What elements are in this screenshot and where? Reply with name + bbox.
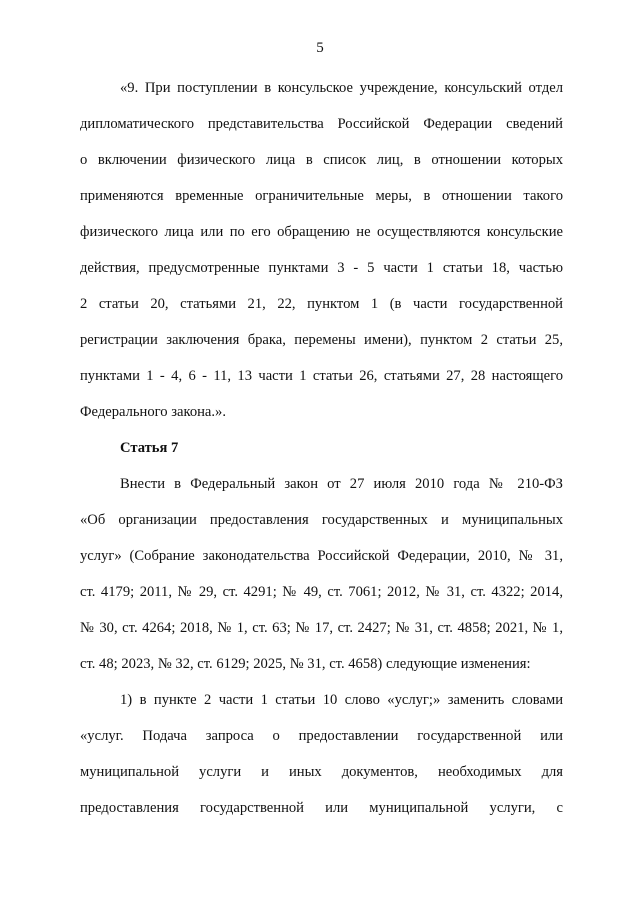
text-line: применяются временные ограничительные меры, в отношении такого [80,188,563,204]
text-line: «Об организации предоставления государственных и муниципальных [80,512,563,528]
text-line: 2 статьи 20, статьями 21, 22, пунктом 1 (в части государственной [80,296,563,312]
article-heading: Статья 7 [120,440,179,456]
document-body [80,70,563,826]
text-line: действия, предусмотренные пунктами 3 - 5 части 1 статьи 18, частью [80,260,563,276]
text-line: № 30, ст. 4264; 2018, № 1, ст. 63; № 17, ст. 2427; № 31, ст. 4858; 2021, № 1, [80,620,563,636]
text-line: физического лица или по его обращению не осуществляются консульские [80,224,563,240]
text-line: регистрации заключения брака, перемены имени), пунктом 2 статьи 25, [80,332,563,348]
text-line: Внести в Федеральный закон от 27 июля 2010 года № 210-ФЗ [120,476,563,492]
text-line: «9. При поступлении в консульское учреждение, консульский отдел [120,80,563,96]
text-line: 1) в пункте 2 части 1 статьи 10 слово «услуг;» заменить словами [120,692,563,708]
text-line: «услуг. Подача запроса о предоставлении государственной или [80,728,563,744]
page-number: 5 [316,40,324,56]
text-line: предоставления государственной или муниципальной услуги, с [80,800,563,816]
text-line: дипломатического представительства Российской Федерации сведений [80,116,563,132]
text-line: ст. 48; 2023, № 32, ст. 6129; 2025, № 31, ст. 4658) следующие изменения: [80,656,531,672]
text-line: муниципальной услуги и иных документов, необходимых для [80,764,563,780]
text-line: ст. 4179; 2011, № 29, ст. 4291; № 49, ст. 7061; 2012, № 31, ст. 4322; 2014, [80,584,563,600]
text-line: о включении физического лица в список лиц, в отношении которых [80,152,563,168]
text-line: Федерального закона.». [80,404,227,420]
text-line: услуг» (Собрание законодательства Российской Федерации, 2010, № 31, [80,548,563,564]
text-line: пунктами 1 - 4, 6 - 11, 13 части 1 статьи 26, статьями 27, 28 настоящего [80,368,563,384]
